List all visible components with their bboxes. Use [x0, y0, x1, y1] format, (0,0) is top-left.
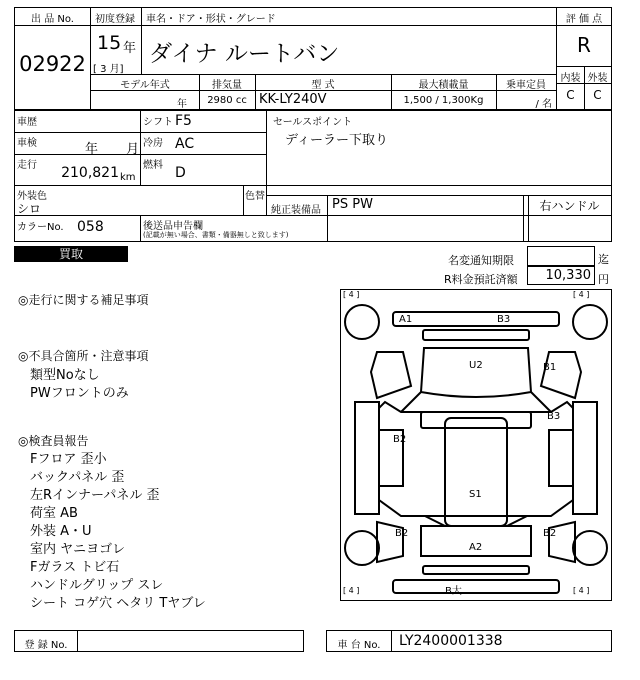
recycle-unit: 円 [598, 273, 609, 286]
lot-number: 02922 [19, 52, 86, 76]
damage-mark: S1 [469, 489, 482, 500]
rear-bumper [393, 580, 559, 593]
damage-mark: U2 [469, 360, 483, 371]
capacity-value: / 名 [535, 99, 552, 110]
first-registration-year: 15 [97, 32, 122, 54]
displacement-label: 排気量 [212, 80, 242, 91]
grade-value: R [577, 33, 591, 57]
inspector-line: ハンドルグリップ スレ [30, 578, 164, 593]
max-load-label: 最大積載量 [418, 80, 469, 91]
inspector-line: Fフロア 歪小 [30, 452, 107, 467]
inspector-line: 荷室 AB [30, 506, 78, 521]
type-label: 型 式 [311, 80, 335, 91]
grade-box [556, 7, 612, 110]
type-value: KK-LY240V [259, 92, 327, 107]
grade-label: 評 価 点 [565, 14, 603, 25]
mileage-label: 走行 [17, 160, 37, 171]
car-name: ダイナ ルートバン [149, 41, 340, 67]
tire-front-right-label: [ 4 ] [573, 290, 590, 299]
damage-mark: B1 [543, 362, 557, 373]
damage-mark: B3 [497, 314, 511, 325]
fuel-value: D [175, 165, 186, 181]
chassis-number-label: 車 台 No. [337, 640, 381, 651]
driving-notes-title: ◎走行に関する補足事項 [18, 293, 149, 307]
max-load-value: 1,500 / 1,300Kg [403, 95, 484, 106]
year-unit: 年 [123, 41, 137, 56]
damage-mark: B2 [395, 528, 409, 539]
name-change-deadline [527, 246, 595, 266]
steering-value: 右ハンドル [539, 199, 600, 213]
exterior-color-value: シロ [17, 202, 42, 216]
damage-diagram [340, 289, 612, 601]
chassis-number-box [326, 630, 612, 652]
car-name-label: 車名・ドア・形状・グレード [146, 14, 276, 25]
damage-mark: B大 [445, 586, 462, 597]
lot-number-box [14, 7, 91, 110]
tire-front-left-label: [ 4 ] [343, 290, 360, 299]
tire-front-right [573, 305, 607, 339]
tire-rear-left-label: [ 4 ] [343, 586, 360, 595]
tire-rear-right [573, 531, 607, 565]
front-right-fender [541, 352, 581, 398]
shift-value: F5 [175, 113, 192, 129]
inspector-line: シート コゲ穴 ヘタリ Tヤブレ [30, 596, 206, 611]
first-registration-label: 初度登録 [95, 14, 135, 25]
interior-label: 内装 [560, 73, 581, 84]
inspector-line: Fガラス トビ石 [30, 560, 120, 575]
equipment-value: PS PW [332, 197, 373, 212]
inspector-line: バックパネル 歪 [30, 470, 125, 485]
color-no-label: カラーNo. [17, 222, 64, 233]
displacement-value: 2980 cc [207, 95, 247, 106]
recycle-amount: 10,330 [545, 268, 591, 283]
mileage-value: 210,821 [61, 165, 119, 181]
defects-line: 類型Noなし [30, 368, 100, 383]
inspector-line: 室内 ヤニヨゴレ [30, 542, 126, 557]
history-label: 車歴 [17, 117, 37, 128]
registration-number-box [14, 630, 304, 652]
inspection-label: 車検 [17, 138, 37, 149]
aftermarket-note: (記載が無い場合、書類・備器無しと致します) [143, 231, 289, 239]
car-outline [341, 290, 611, 600]
inspector-line: 外装 A・U [30, 524, 92, 539]
registration-number-label: 登 録 No. [24, 640, 68, 651]
car-header-box [90, 7, 557, 110]
model-year-label: モデル年式 [120, 80, 170, 91]
damage-mark: B3 [547, 411, 561, 422]
hood [421, 348, 531, 397]
shift-label: シフト [143, 117, 173, 128]
roof [445, 418, 507, 526]
name-change-label: 名変通知期限 [448, 254, 514, 267]
inspection-value: 年 月 [85, 142, 140, 157]
name-change-unit: 迄 [598, 253, 609, 266]
tire-front-left [345, 305, 379, 339]
fuel-label: 燃料 [143, 160, 163, 171]
damage-mark: A1 [399, 314, 413, 325]
recolor-label: 色替 [245, 191, 265, 202]
defects-title: ◎不具合箇所・注意事項 [18, 349, 149, 363]
exterior-label: 外装 [587, 73, 608, 84]
sales-point-label: セールスポイント [273, 117, 353, 128]
mileage-unit: km [120, 172, 136, 183]
front-grille [423, 330, 529, 340]
aftermarket-label: 後送品申告欄 [143, 221, 203, 232]
windshield [421, 412, 531, 428]
interior-grade: C [566, 88, 575, 102]
purchase-banner: 買取 [14, 246, 128, 262]
ac-label: 冷房 [143, 138, 163, 149]
exterior-color-label: 外装色 [17, 191, 47, 202]
inspector-report-title: ◎検査員報告 [18, 434, 89, 448]
tire-rear-left [345, 531, 379, 565]
recycle-label: R料金預託済額 [444, 273, 518, 286]
damage-mark: B2 [393, 434, 407, 445]
damage-mark: B2 [543, 528, 557, 539]
front-left-fender [371, 352, 411, 398]
capacity-label: 乗車定員 [506, 80, 546, 91]
exterior-grade: C [593, 88, 602, 102]
details-box [14, 110, 612, 242]
front-bumper [393, 312, 559, 326]
rear-light-bar [423, 566, 529, 574]
damage-mark: A2 [469, 542, 483, 553]
sales-point-value: ディーラー下取り [285, 133, 388, 148]
tire-rear-right-label: [ 4 ] [573, 586, 590, 595]
chassis-number: LY2400001338 [399, 633, 503, 649]
ac-value: AC [175, 136, 195, 152]
color-no-value: 058 [77, 219, 104, 235]
model-year-value: 年 [177, 99, 187, 110]
first-registration-month: [ 3 月] [93, 64, 124, 75]
equipment-label: 純正装備品 [271, 205, 321, 216]
defects-line: PWフロントのみ [30, 386, 129, 401]
lot-number-label: 出 品 No. [31, 14, 74, 25]
inspector-line: 左Rインナーパネル 歪 [30, 488, 160, 503]
